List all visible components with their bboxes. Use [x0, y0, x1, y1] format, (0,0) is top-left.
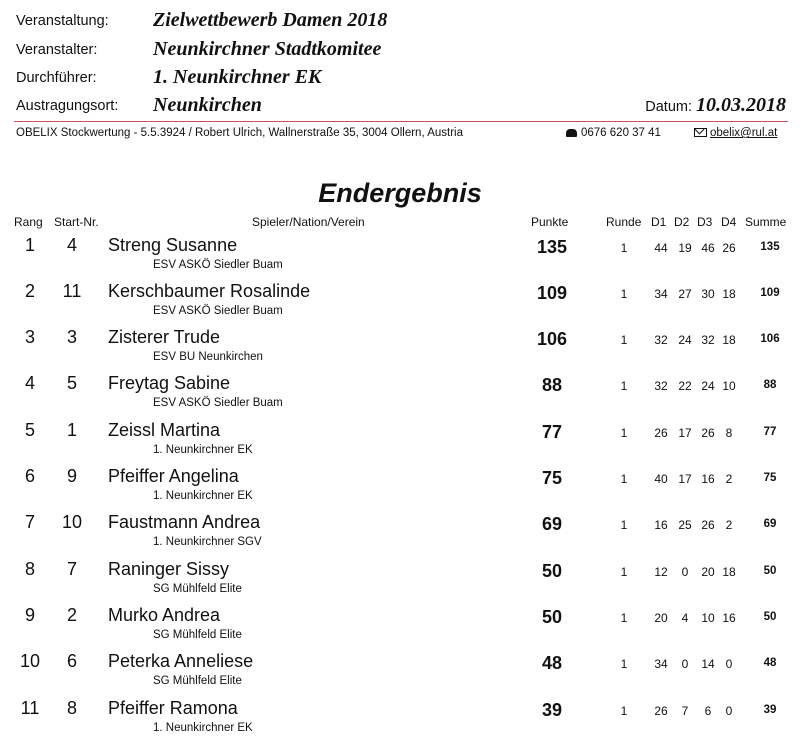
cell-d3: 14 — [701, 657, 715, 671]
phone-number: 0676 620 37 41 — [581, 127, 661, 139]
cell-d1: 34 — [654, 287, 668, 301]
cell-club: SG Mühlfeld Elite — [153, 583, 242, 595]
cell-club: ESV BU Neunkirchen — [153, 351, 263, 363]
cell-punkte: 50 — [541, 607, 563, 627]
cell-start: 11 — [62, 281, 82, 301]
header-durchfuehrer — [16, 66, 786, 92]
header-austragungsort — [16, 94, 786, 120]
cell-d1: 26 — [654, 426, 668, 440]
cell-d1: 44 — [654, 241, 668, 255]
contact-email[interactable] — [694, 127, 777, 139]
cell-d2: 19 — [678, 241, 692, 255]
date-block — [645, 94, 786, 117]
cell-runde: 1 — [620, 241, 628, 255]
cell-name: Zisterer Trude — [108, 327, 221, 347]
cell-punkte: 109 — [536, 283, 568, 303]
cell-start: 4 — [66, 235, 77, 255]
phone-icon — [566, 129, 577, 137]
cell-runde: 1 — [620, 426, 628, 440]
contact-phone — [566, 127, 661, 139]
cell-runde: 1 — [620, 611, 628, 625]
cell-d4: 18 — [722, 287, 736, 301]
cell-runde: 1 — [620, 565, 628, 579]
col-header-d4: D4 — [721, 215, 737, 229]
cell-d2: 0 — [681, 565, 689, 579]
veranstalter-value: Neunkirchner Stadtkomitee — [153, 38, 382, 60]
cell-rang: 11 — [20, 698, 40, 718]
cell-punkte: 106 — [536, 329, 568, 349]
cell-club: ESV ASKÖ Siedler Buam — [153, 259, 283, 271]
datum-label: Datum: — [645, 99, 692, 115]
durchfuehrer-value: 1. Neunkirchner EK — [153, 66, 322, 88]
cell-runde: 1 — [620, 518, 628, 532]
cell-start: 2 — [66, 605, 77, 625]
email-link[interactable]: obelix@rul.at — [710, 127, 778, 139]
cell-club: 1. Neunkirchner EK — [153, 444, 253, 456]
cell-start: 8 — [66, 698, 77, 718]
col-header-d2: D2 — [674, 215, 690, 229]
cell-d4: 18 — [722, 333, 736, 347]
result-row — [0, 464, 800, 510]
veranstalter-label: Veranstalter: — [16, 42, 98, 58]
cell-rang: 4 — [24, 373, 35, 393]
col-header-d1: D1 — [651, 215, 667, 229]
cell-d4: 8 — [725, 426, 733, 440]
result-row — [0, 325, 800, 371]
cell-d2: 4 — [681, 611, 689, 625]
cell-d4: 0 — [725, 704, 733, 718]
cell-runde: 1 — [620, 657, 628, 671]
durchfuehrer-label: Durchführer: — [16, 70, 97, 86]
page-title: Endergebnis — [318, 178, 482, 208]
cell-punkte: 77 — [541, 422, 563, 442]
col-header-rang: Rang — [14, 215, 43, 229]
cell-club: 1. Neunkirchner SGV — [153, 536, 262, 548]
cell-d4: 2 — [725, 472, 733, 486]
cell-name: Freytag Sabine — [108, 373, 231, 393]
result-row — [0, 649, 800, 695]
ort-label: Austragungsort: — [16, 98, 119, 114]
cell-start: 6 — [66, 651, 77, 671]
cell-summe: 88 — [763, 379, 777, 391]
cell-summe: 39 — [763, 704, 777, 716]
cell-name: Pfeiffer Angelina — [108, 466, 239, 486]
cell-d4: 2 — [725, 518, 733, 532]
cell-d2: 27 — [678, 287, 692, 301]
col-header-d3: D3 — [697, 215, 713, 229]
cell-d1: 34 — [654, 657, 668, 671]
cell-name: Faustmann Andrea — [108, 512, 261, 532]
cell-punkte: 50 — [541, 561, 563, 581]
cell-d3: 20 — [701, 565, 715, 579]
result-row — [0, 418, 800, 464]
cell-runde: 1 — [620, 287, 628, 301]
col-header-start: Start-Nr. — [54, 215, 99, 229]
cell-d2: 17 — [678, 472, 692, 486]
result-row — [0, 603, 800, 649]
cell-punkte: 48 — [541, 653, 563, 673]
cell-runde: 1 — [620, 379, 628, 393]
header-veranstalter — [16, 38, 786, 64]
cell-start: 9 — [66, 466, 77, 486]
cell-rang: 9 — [24, 605, 35, 625]
veranstaltung-value: Zielwettbewerb Damen 2018 — [153, 9, 388, 31]
datum-value: 10.03.2018 — [696, 94, 786, 116]
header-divider — [14, 121, 788, 122]
cell-d3: 30 — [701, 287, 715, 301]
cell-d4: 18 — [722, 565, 736, 579]
cell-d3: 46 — [701, 241, 715, 255]
result-row — [0, 233, 800, 279]
cell-summe: 135 — [760, 241, 780, 253]
col-header-punkte: Punkte — [531, 215, 569, 229]
cell-rang: 6 — [24, 466, 35, 486]
cell-d3: 26 — [701, 426, 715, 440]
ort-value: Neunkirchen — [153, 94, 262, 116]
cell-runde: 1 — [620, 333, 628, 347]
header-veranstaltung — [16, 9, 786, 35]
result-row — [0, 696, 800, 742]
cell-runde: 1 — [620, 704, 628, 718]
cell-summe: 77 — [763, 426, 777, 438]
cell-punkte: 75 — [541, 468, 563, 488]
cell-club: 1. Neunkirchner EK — [153, 490, 253, 502]
cell-start: 10 — [61, 512, 83, 532]
cell-d1: 40 — [654, 472, 668, 486]
cell-rang: 2 — [24, 281, 35, 301]
veranstaltung-label: Veranstaltung: — [16, 13, 109, 29]
cell-summe: 106 — [760, 333, 780, 345]
cell-club: 1. Neunkirchner EK — [153, 722, 253, 734]
cell-rang: 8 — [24, 559, 35, 579]
cell-name: Kerschbaumer Rosalinde — [108, 281, 311, 301]
cell-punkte: 88 — [541, 375, 563, 395]
cell-d2: 22 — [678, 379, 692, 393]
cell-d4: 0 — [725, 657, 733, 671]
col-header-runde: Runde — [606, 215, 642, 229]
cell-start: 3 — [66, 327, 77, 347]
cell-summe: 109 — [760, 287, 780, 299]
cell-rang: 3 — [24, 327, 35, 347]
cell-summe: 48 — [763, 657, 777, 669]
cell-name: Zeissl Martina — [108, 420, 221, 440]
cell-name: Peterka Anneliese — [108, 651, 254, 671]
cell-d3: 6 — [704, 704, 712, 718]
result-row — [0, 557, 800, 603]
cell-punkte: 39 — [541, 700, 563, 720]
cell-start: 5 — [66, 373, 77, 393]
cell-d4: 10 — [722, 379, 736, 393]
cell-rang: 5 — [24, 420, 35, 440]
cell-name: Pfeiffer Ramona — [108, 698, 238, 718]
cell-club: SG Mühlfeld Elite — [153, 675, 242, 687]
cell-d3: 32 — [701, 333, 715, 347]
col-header-spieler: Spieler/Nation/Verein — [252, 215, 365, 229]
cell-summe: 50 — [763, 611, 777, 623]
cell-d3: 26 — [701, 518, 715, 532]
cell-d2: 7 — [681, 704, 689, 718]
result-row — [0, 371, 800, 417]
cell-d1: 32 — [654, 379, 668, 393]
cell-name: Raninger Sissy — [108, 559, 230, 579]
cell-summe: 69 — [763, 518, 777, 530]
cell-d3: 24 — [701, 379, 715, 393]
cell-summe: 75 — [763, 472, 777, 484]
cell-club: ESV ASKÖ Siedler Buam — [153, 305, 283, 317]
cell-d1: 32 — [654, 333, 668, 347]
cell-runde: 1 — [620, 472, 628, 486]
cell-d3: 10 — [701, 611, 715, 625]
cell-rang: 7 — [24, 512, 35, 532]
cell-club: SG Mühlfeld Elite — [153, 629, 242, 641]
cell-d3: 16 — [701, 472, 715, 486]
cell-punkte: 69 — [541, 514, 563, 534]
cell-d2: 25 — [678, 518, 692, 532]
cell-punkte: 135 — [536, 237, 568, 257]
cell-d1: 20 — [654, 611, 668, 625]
cell-d1: 16 — [654, 518, 668, 532]
mail-icon — [694, 128, 707, 137]
cell-summe: 50 — [763, 565, 777, 577]
cell-d1: 12 — [654, 565, 668, 579]
result-row — [0, 510, 800, 556]
cell-d2: 17 — [678, 426, 692, 440]
result-row — [0, 279, 800, 325]
cell-d1: 26 — [654, 704, 668, 718]
cell-start: 1 — [66, 420, 77, 440]
cell-d4: 16 — [722, 611, 736, 625]
cell-name: Streng Susanne — [108, 235, 238, 255]
cell-rang: 1 — [24, 235, 35, 255]
cell-rang: 10 — [19, 651, 41, 671]
cell-d4: 26 — [722, 241, 736, 255]
cell-d2: 0 — [681, 657, 689, 671]
contact-info: OBELIX Stockwertung - 5.5.3924 / Robert Ulrich, Wallnerstraße 35, 3004 Ollern, Austria — [16, 127, 464, 139]
cell-start: 7 — [66, 559, 77, 579]
col-header-summe: Summe — [745, 215, 787, 229]
cell-club: ESV ASKÖ Siedler Buam — [153, 397, 283, 409]
cell-name: Murko Andrea — [108, 605, 221, 625]
cell-d2: 24 — [678, 333, 692, 347]
